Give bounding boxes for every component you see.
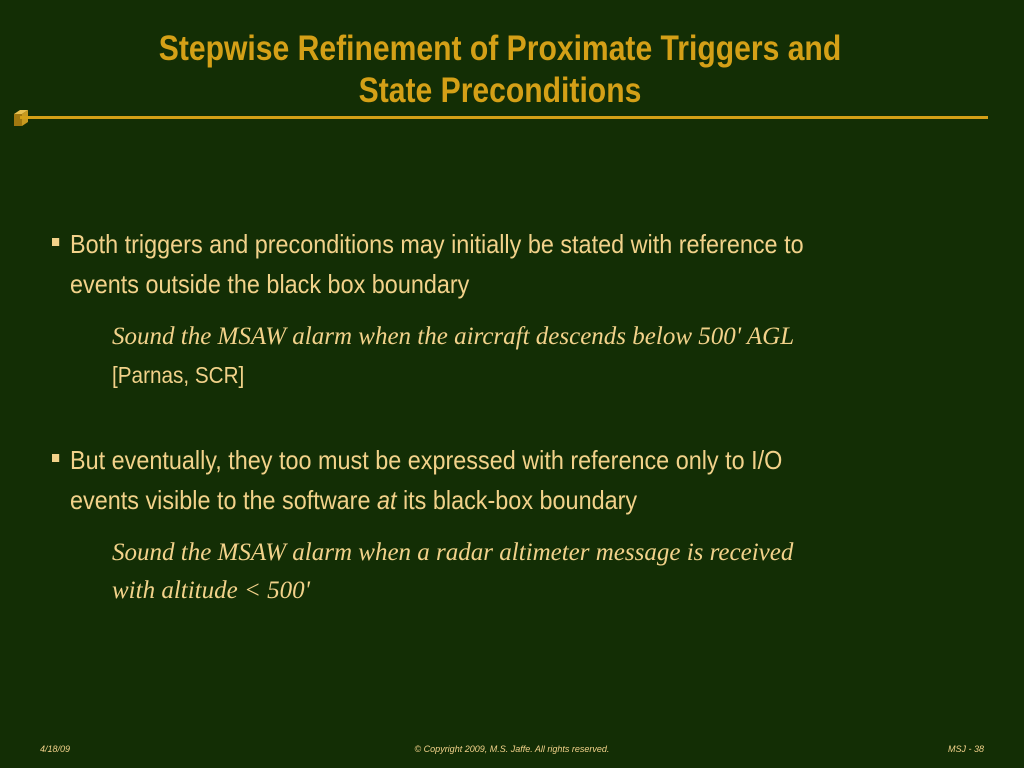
footer-date: 4/18/09 — [40, 744, 71, 754]
bullet-2-line-2-start: events visible to the software — [70, 485, 377, 515]
example-1 — [112, 318, 992, 395]
footer-copyright: © Copyright 2009, M.S. Jaffe. All rights reserved. — [414, 744, 610, 754]
title-line-1: Stepwise Refinement of Proximate Triggers and — [158, 29, 842, 68]
bullet-square-icon — [52, 454, 59, 462]
example-1-text: Sound the MSAW alarm when the aircraft descends below 500' AGL — [112, 323, 795, 350]
bullet-2-emphasis: at — [376, 485, 397, 515]
slide-title — [104, 28, 895, 112]
bullet-2-line-1: But eventually, they too must be expressed with reference only to I/O — [70, 445, 783, 475]
bullet-square-icon — [52, 238, 59, 246]
bullet-1-line-1: Both triggers and preconditions may initially be stated with reference to — [70, 229, 804, 259]
bullet-2-line-2 — [52, 480, 889, 520]
example-2-line-1: Sound the MSAW alarm when a radar altimeter message is received — [112, 539, 794, 566]
example-2-line-2: with altitude < 500' — [112, 577, 310, 604]
bullet-1 — [52, 224, 889, 304]
title-line-2: State Preconditions — [358, 71, 642, 110]
bullet-1-line-2: events outside the black box boundary — [70, 269, 470, 299]
bullet-2-line-2-end: its black-box boundary — [396, 485, 638, 515]
footer-page-number: MSJ - 38 — [947, 744, 984, 754]
bullet-2 — [52, 440, 889, 520]
example-2 — [112, 534, 992, 610]
example-1-reference: [Parnas, SCR] — [112, 362, 245, 388]
title-rule — [20, 116, 988, 119]
